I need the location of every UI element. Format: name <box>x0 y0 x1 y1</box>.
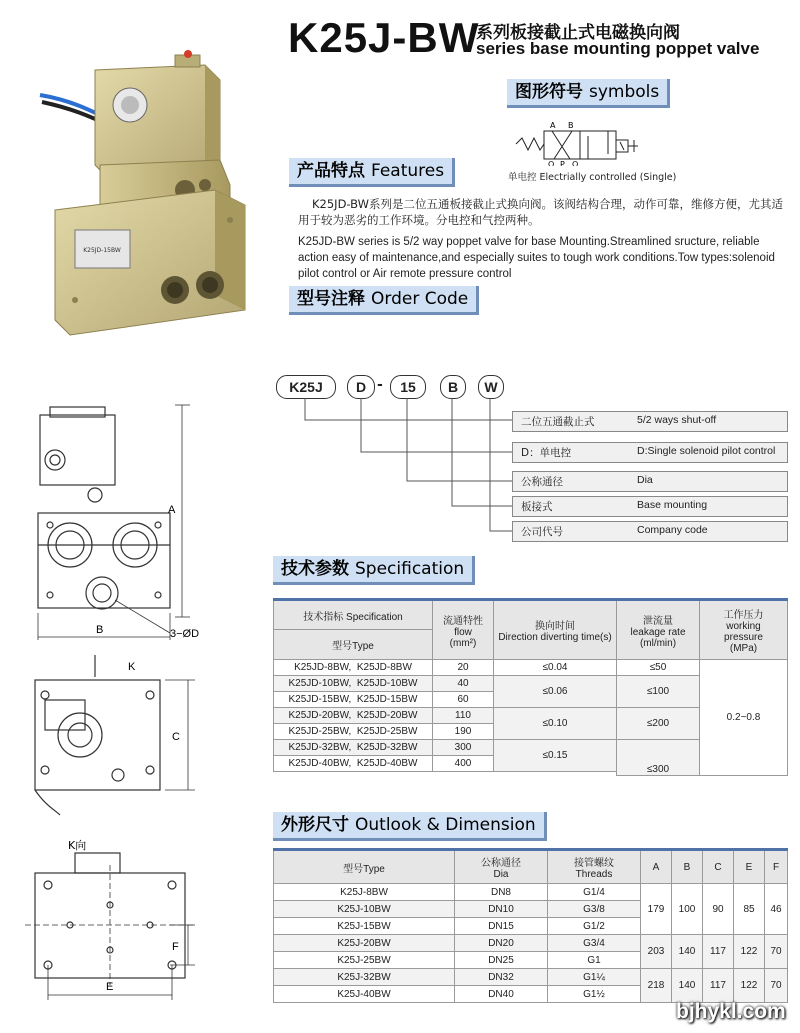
dim-c-label: C <box>172 731 180 743</box>
spec-h-model: 型号Type <box>274 630 433 660</box>
outlook-thread: G1¼ <box>548 969 641 986</box>
valve-product-photo <box>30 40 260 340</box>
order-code-heading-cn: 型号注释 <box>297 289 365 309</box>
outlook-e: 85 <box>734 884 765 935</box>
outlook-h-f: F <box>765 850 788 884</box>
code-part-mounting: B <box>440 375 466 399</box>
view-k-label: K向 <box>68 839 87 852</box>
legend-row-mounting <box>512 496 788 517</box>
outlook-thread: G3/8 <box>548 901 641 918</box>
features-heading-en: Features <box>371 161 445 181</box>
outlook-thread: G3/4 <box>548 935 641 952</box>
outlook-thread: G1/2 <box>548 918 641 935</box>
spec-flow: 110 <box>433 708 494 724</box>
spec-h-flow-unit: (mm²) <box>449 637 477 649</box>
outlook-heading <box>273 812 547 841</box>
outlook-thread: G1/4 <box>548 884 641 901</box>
spec-flow: 40 <box>433 676 494 692</box>
dim-d-label: 3−ØD <box>170 628 200 640</box>
outlook-h-a: A <box>641 850 672 884</box>
spec-heading-en: Specification <box>355 559 465 579</box>
spec-h-leak-en: leakage rate <box>630 626 686 638</box>
valve-symbol-diagram <box>512 116 642 166</box>
spec-h-time <box>494 600 617 660</box>
outlook-h-e: E <box>734 850 765 884</box>
legend-dia-en: Dia <box>637 474 653 486</box>
spec-leak: ≤50 <box>617 660 700 676</box>
legend-row-series <box>512 411 788 432</box>
symbols-heading <box>507 79 670 108</box>
spec-h-index: 技术指标 Specification <box>274 600 433 630</box>
spec-flow: 300 <box>433 740 494 756</box>
order-code-connector-lines <box>270 398 520 538</box>
outlook-thread: G1½ <box>548 986 641 1003</box>
symbol-port-p: P <box>560 160 565 166</box>
title-chinese: 系列板接截止式电磁换向阀 <box>476 23 680 43</box>
code-part-control: D <box>347 375 375 399</box>
outlook-c: 117 <box>703 935 734 969</box>
outlook-h-thr-en: Threads <box>575 869 613 880</box>
legend-series-en: 5/2 ways shut-off <box>637 414 717 426</box>
outlook-c: 90 <box>703 884 734 935</box>
dim-b-label: B <box>96 624 104 636</box>
table-row: K25J-40BW <box>274 986 455 1003</box>
outlook-dia: DN10 <box>455 901 548 918</box>
legend-control-cn: D：单电控 <box>521 447 572 459</box>
spec-flow: 60 <box>433 692 494 708</box>
spec-table <box>273 598 788 776</box>
features-heading <box>289 158 455 187</box>
outlook-h-thr-cn: 接管螺纹 <box>574 858 614 869</box>
outlook-b: 140 <box>672 969 703 1003</box>
spec-h-press-cn: 工作压力 <box>723 610 764 621</box>
outlook-thread: G1 <box>548 952 641 969</box>
features-heading-cn: 产品特点 <box>297 161 365 181</box>
dim-f-label: F <box>172 941 179 953</box>
spec-time: ≤0.04 <box>494 660 617 676</box>
features-text-cn: K25JD-BW系列是二位五通板接截止式换向阀。该阀结构合理，动作可靠，维修方便，尤其适用于较为恶劣的工作环境。分电控和气控两种。 <box>298 197 784 227</box>
code-separator: - <box>377 377 383 393</box>
spec-h-leak <box>617 600 700 660</box>
table-row: K25JD-32BW, K25JD-32BW <box>274 740 433 756</box>
symbol-caption: 单电控 Electrially controlled (Single) <box>508 172 677 183</box>
spec-h-flow-en: flow <box>454 626 472 638</box>
legend-series-cn: 二位五通截止式 <box>521 416 595 428</box>
front-view-drawing <box>10 395 235 655</box>
title-english: series base mounting poppet valve <box>476 39 760 58</box>
symbols-heading-en: symbols <box>589 82 660 102</box>
table-row: K25JD-25BW, K25JD-25BW <box>274 724 433 740</box>
spec-h-leak-unit: (ml/min) <box>639 637 677 649</box>
code-part-dia: 15 <box>390 375 426 399</box>
outlook-dia: DN20 <box>455 935 548 952</box>
table-row: K25J-10BW <box>274 901 455 918</box>
dim-e-label: E <box>106 981 114 993</box>
legend-row-control <box>512 442 788 463</box>
outlook-h-c: C <box>703 850 734 884</box>
watermark: bjhykl.com <box>676 1000 786 1023</box>
outlook-f: 46 <box>765 884 788 935</box>
spec-time: ≤0.10 <box>494 708 617 740</box>
table-row: K25J-25BW <box>274 952 455 969</box>
symbol-port-a: A <box>550 121 556 130</box>
legend-control-en: D:Single solenoid pilot control <box>637 445 776 457</box>
outlook-b: 140 <box>672 935 703 969</box>
symbol-port-o1: O <box>548 160 555 166</box>
code-part-series: K25J <box>276 375 336 399</box>
legend-mounting-en: Base mounting <box>637 499 708 511</box>
spec-time: ≤0.15 <box>494 740 617 772</box>
svg-text:K25JD-15BW: K25JD-15BW <box>83 247 121 254</box>
outlook-h-dia <box>455 850 548 884</box>
outlook-table <box>273 848 788 1003</box>
spec-heading-cn: 技术参数 <box>281 559 349 579</box>
legend-company-cn: 公司代号 <box>521 526 563 538</box>
outlook-h-b: B <box>672 850 703 884</box>
spec-leak: ≤300 <box>617 740 700 776</box>
outlook-heading-en: Outlook & Dimension <box>355 815 536 835</box>
outlook-dia: DN40 <box>455 986 548 1003</box>
spec-h-flow-cn: 流通特性 <box>443 615 483 627</box>
spec-flow: 20 <box>433 660 494 676</box>
outlook-dia: DN15 <box>455 918 548 935</box>
table-row: K25JD-20BW, K25JD-20BW <box>274 708 433 724</box>
outlook-h-dia-cn: 公称通径 <box>481 858 521 869</box>
outlook-c: 117 <box>703 969 734 1003</box>
outlook-dia: DN8 <box>455 884 548 901</box>
outlook-dia: DN25 <box>455 952 548 969</box>
dim-a-label: A <box>168 504 176 516</box>
outlook-h-thread <box>548 850 641 884</box>
legend-company-en: Company code <box>637 524 708 536</box>
spec-heading <box>273 556 475 585</box>
table-row: K25JD-10BW, K25JD-10BW <box>274 676 433 692</box>
outlook-dia: DN32 <box>455 969 548 986</box>
table-row: K25J-32BW <box>274 969 455 986</box>
outlook-f: 70 <box>765 969 788 1003</box>
spec-leak: ≤200 <box>617 708 700 740</box>
outlook-h-model: 型号Type <box>274 850 455 884</box>
legend-row-dia <box>512 471 788 492</box>
product-model-title: K25J-BW <box>288 14 480 61</box>
spec-time: ≤0.06 <box>494 676 617 708</box>
legend-dia-cn: 公称通径 <box>521 476 563 488</box>
outlook-a: 203 <box>641 935 672 969</box>
spec-h-pressure <box>700 600 788 660</box>
legend-row-company <box>512 521 788 542</box>
outlook-f: 70 <box>765 935 788 969</box>
table-row: K25JD-15BW, K25JD-15BW <box>274 692 433 708</box>
outlook-heading-cn: 外形尺寸 <box>281 815 349 835</box>
spec-pressure: 0.2~0.8 <box>700 660 788 776</box>
spec-h-leak-cn: 泄流量 <box>643 615 673 627</box>
spec-h-time-cn: 换向时间 <box>535 621 575 632</box>
spec-h-time-en: Direction diverting time(s) <box>498 632 612 643</box>
spec-h-press-unit: (MPa) <box>729 643 758 654</box>
table-row: K25JD-40BW, K25JD-40BW <box>274 756 433 772</box>
table-row: K25J-15BW <box>274 918 455 935</box>
spec-leak: ≤100 <box>617 676 700 708</box>
spec-h-press-en1: working <box>726 621 761 632</box>
top-view-drawing <box>10 655 235 825</box>
outlook-e: 122 <box>734 969 765 1003</box>
table-row: K25J-20BW <box>274 935 455 952</box>
table-row: K25J-8BW <box>274 884 455 901</box>
spec-flow: 190 <box>433 724 494 740</box>
code-part-company: W <box>478 375 504 399</box>
order-code-heading <box>289 286 479 315</box>
order-code-heading-en: Order Code <box>371 289 469 309</box>
outlook-b: 100 <box>672 884 703 935</box>
k-view-drawing <box>10 835 235 1025</box>
features-text-en: K25JD-BW series is 5/2 way poppet valve for base Mounting.Streamlined sructure, reliable action easy of maintenance,and especially suites to tough work conditions.Tow types:solenoid pilot control or Air remote pressure control <box>298 236 775 280</box>
symbol-port-o2: O <box>572 160 579 166</box>
spec-h-flow <box>433 600 494 660</box>
spec-h-press-en2: pressure <box>724 632 763 643</box>
outlook-e: 122 <box>734 935 765 969</box>
table-row: K25JD-8BW, K25JD-8BW <box>274 660 433 676</box>
legend-mounting-cn: 板接式 <box>521 501 553 513</box>
outlook-h-dia-en: Dia <box>493 869 509 880</box>
spec-flow: 400 <box>433 756 494 772</box>
outlook-a: 218 <box>641 969 672 1003</box>
symbol-port-b: B <box>568 121 574 130</box>
dim-k-label: K <box>128 661 136 673</box>
outlook-a: 179 <box>641 884 672 935</box>
symbols-heading-cn: 图形符号 <box>515 82 583 102</box>
